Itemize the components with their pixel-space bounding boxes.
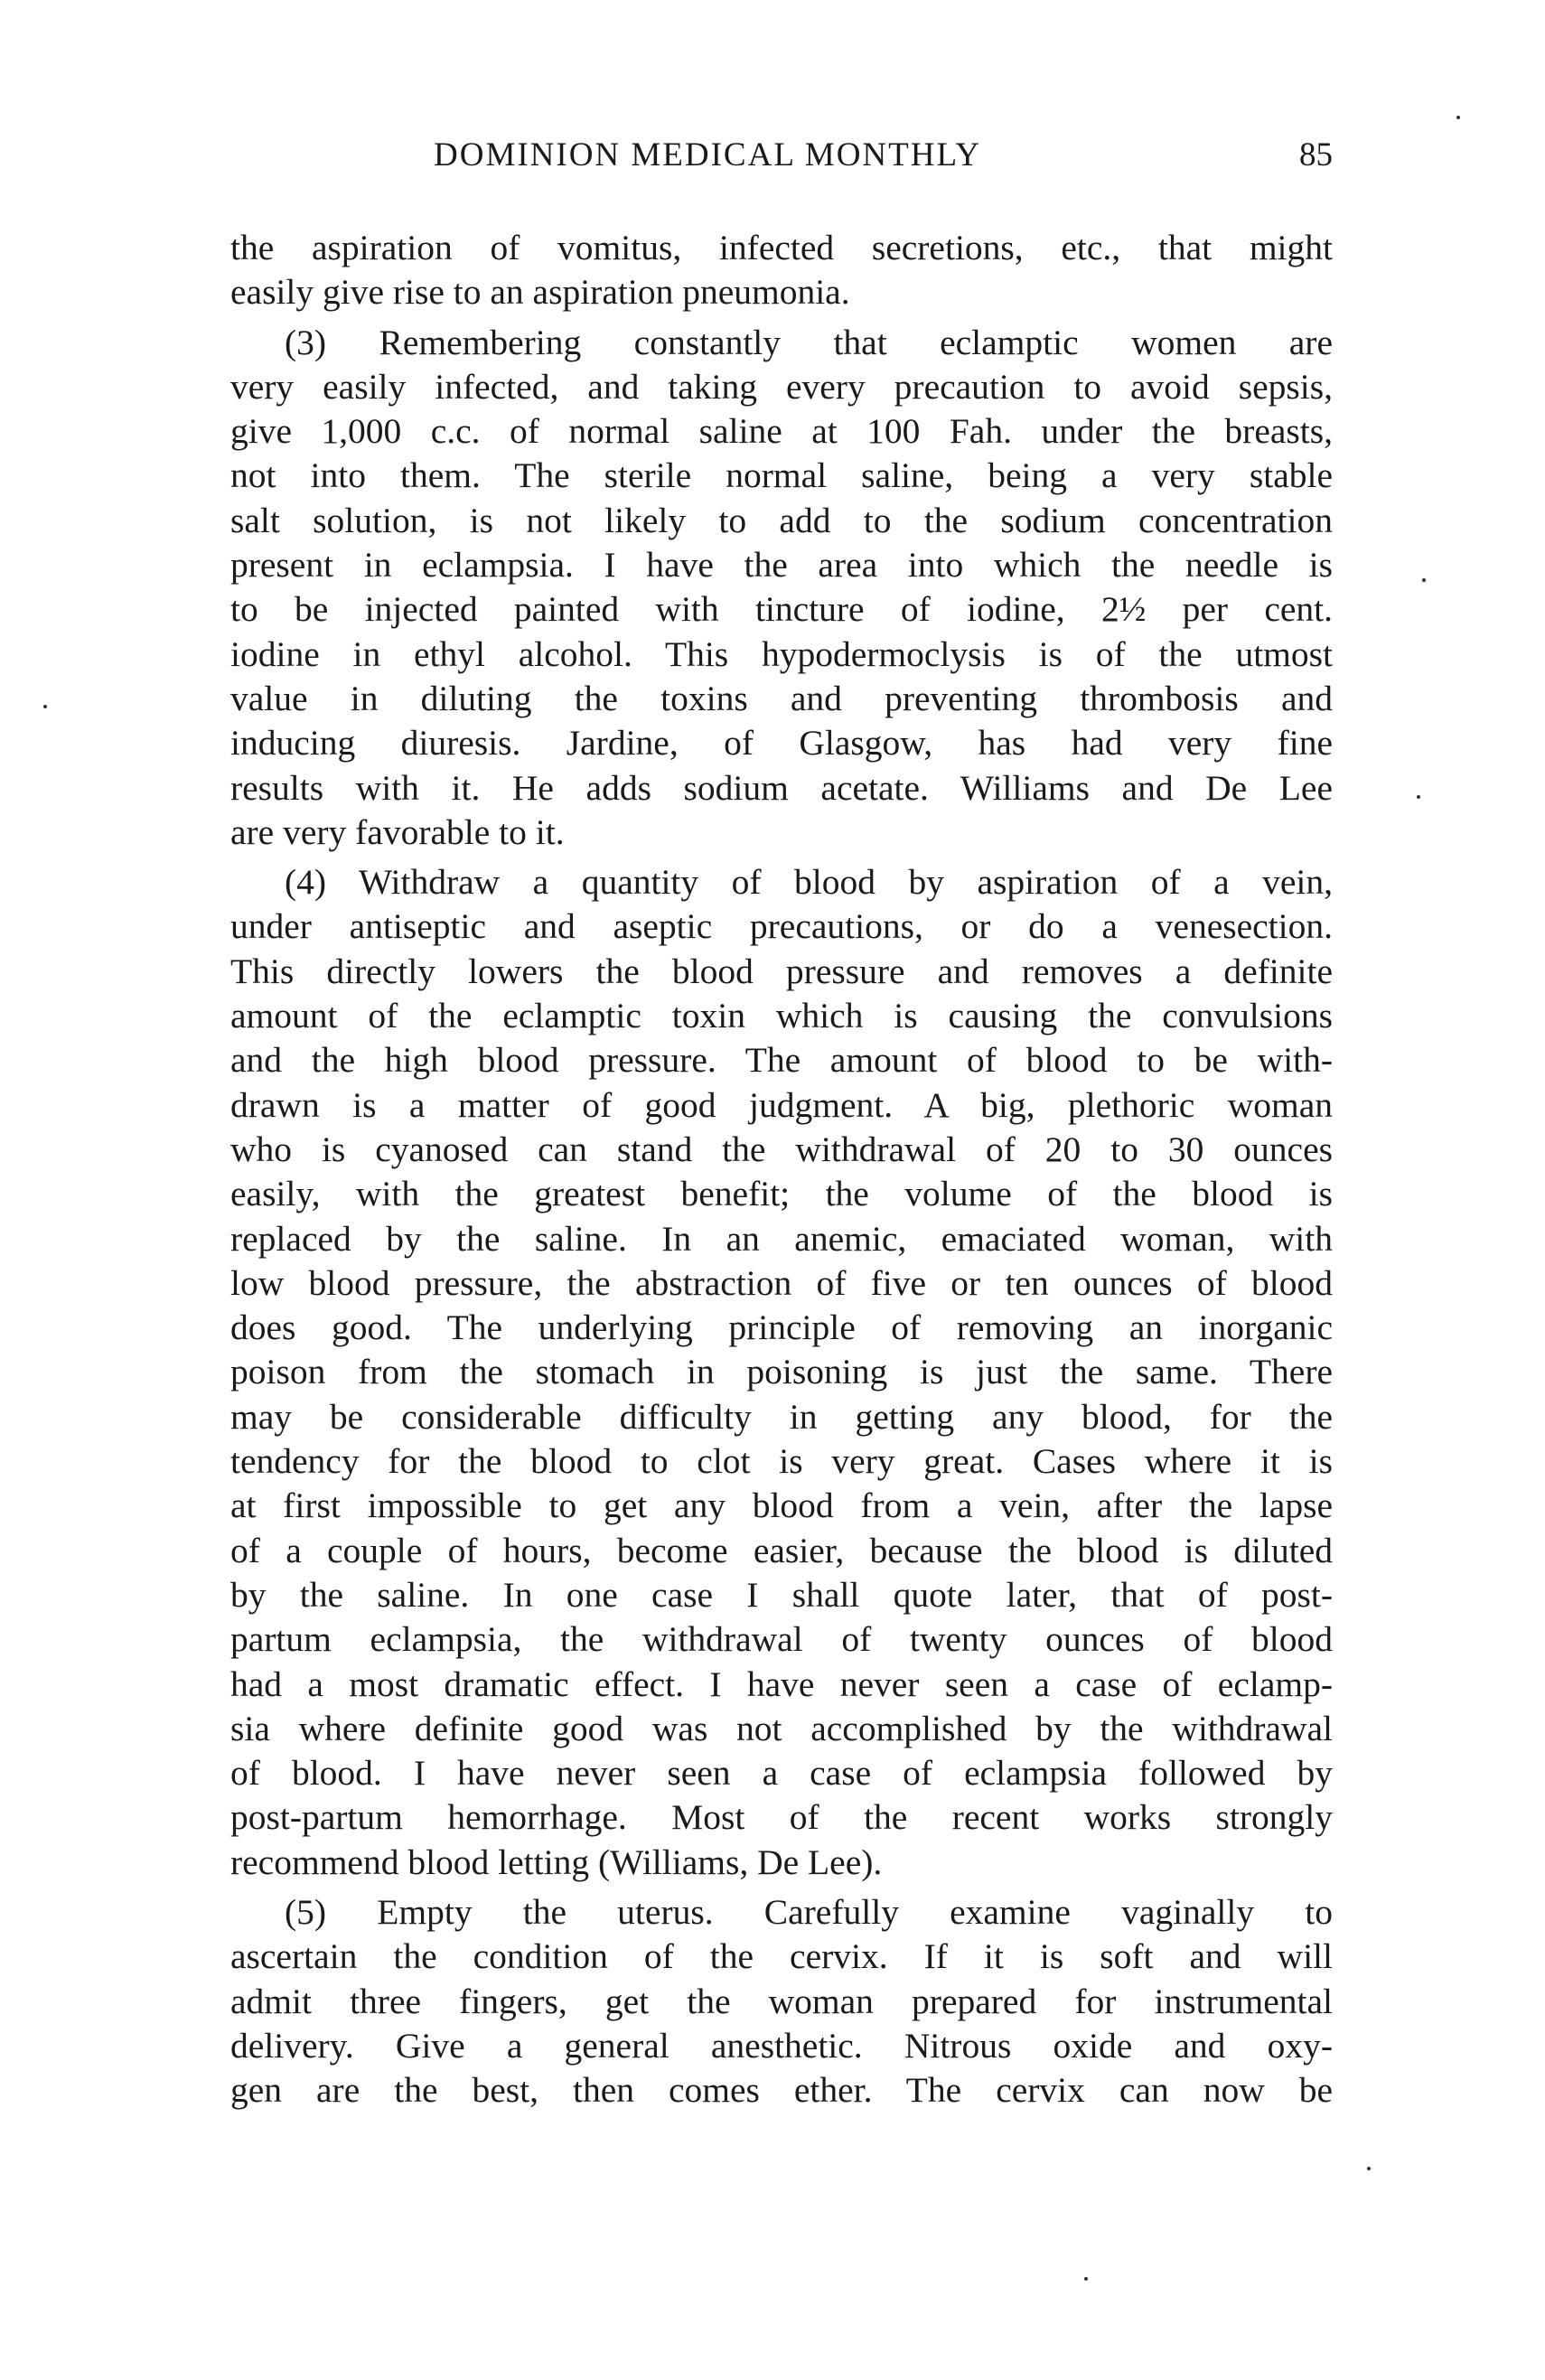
text-line: replaced by the saline. In an anemic, emaciated woman, with — [230, 1218, 1333, 1259]
scan-speck — [1456, 116, 1460, 119]
paragraph-item-3 — [230, 321, 1333, 856]
text-line: may be considerable difficulty in getting any blood, for the — [230, 1396, 1333, 1437]
text-line: present in eclampsia. I have the area into which the needle is — [230, 545, 1333, 586]
text-line: salt solution, is not likely to add to the sodium concentration — [230, 500, 1333, 540]
text-line: give 1,000 c.c. of normal saline at 100 Fah. under the breasts, — [230, 411, 1333, 452]
body-text — [230, 226, 1333, 2113]
text-line: very easily infected, and taking every precaution to avoid sepsis, — [230, 366, 1333, 407]
text-line: does good. The underlying principle of removing an inorganic — [230, 1307, 1333, 1348]
scan-speck — [1417, 795, 1420, 799]
paragraph-continuation — [230, 226, 1333, 315]
text-line: recommend blood letting (Williams, De Lee). — [230, 1841, 883, 1882]
text-line: are very favorable to it. — [230, 811, 565, 852]
text-line: This directly lowers the blood pressure and removes a definite — [230, 951, 1333, 991]
text-line: low blood pressure, the abstraction of five or ten ounces of blood — [230, 1262, 1333, 1303]
text-line: partum eclampsia, the withdrawal of twenty ounces of blood — [230, 1619, 1333, 1660]
scan-speck — [1084, 2277, 1088, 2281]
text-line: at first impossible to get any blood from a vein, after the lapse — [230, 1485, 1333, 1526]
text-line: who is cyanosed can stand the withdrawal of 20 to 30 ounces — [230, 1129, 1333, 1169]
text-line: iodine in ethyl alcohol. This hypodermoclysis is of the utmost — [230, 633, 1333, 674]
text-line: the aspiration of vomitus, infected secretions, etc., that might — [230, 228, 1333, 267]
text-line: (5) Empty the uterus. Carefully examine vaginally to — [285, 1891, 1333, 1932]
scan-speck — [1422, 578, 1426, 582]
text-line: post-partum hemorrhage. Most of the recent works strongly — [230, 1797, 1333, 1838]
text-line: (4) Withdraw a quantity of blood by aspiration of a vein, — [285, 862, 1333, 903]
text-line: of a couple of hours, become easier, because the blood is diluted — [230, 1530, 1333, 1570]
text-line: drawn is a matter of good judgment. A big, plethoric woman — [230, 1084, 1333, 1125]
text-line: easily give rise to an aspiration pneumonia. — [230, 272, 850, 313]
text-line: value in diluting the toxins and preventing thrombosis and — [230, 678, 1333, 718]
text-line: gen are the best, then comes ether. The cervix can now be — [230, 2070, 1333, 2111]
page-number: 85 — [1299, 136, 1333, 173]
text-line: easily, with the greatest benefit; the volume of the blood is — [230, 1174, 1333, 1214]
text-line: by the saline. In one case I shall quote later, that of post- — [230, 1574, 1333, 1615]
running-title: DOMINION MEDICAL MONTHLY — [434, 136, 982, 173]
page-header — [230, 136, 1333, 181]
scan-speck — [43, 705, 47, 708]
scan-speck — [1367, 2167, 1371, 2170]
text-line: amount of the eclamptic toxin which is causing the convulsions — [230, 996, 1333, 1036]
text-line: results with it. He adds sodium acetate. Williams and De Lee — [230, 767, 1333, 808]
paragraph-item-5 — [230, 1890, 1333, 2113]
text-line: and the high blood pressure. The amount of blood to be with- — [230, 1040, 1333, 1081]
text-line: ascertain the condition of the cervix. If it is soft and will — [230, 1936, 1333, 1977]
text-line: to be injected painted with tincture of iodine, 2½ per cent. — [230, 589, 1333, 630]
text-line: delivery. Give a general anesthetic. Nitrous oxide and oxy- — [230, 2025, 1333, 2066]
text-line: (3) Remembering constantly that eclamptic women are — [285, 322, 1333, 362]
text-line: inducing diuresis. Jardine, of Glasgow, has had very fine — [230, 723, 1333, 764]
text-line: had a most dramatic effect. I have never seen a case of eclamp- — [230, 1663, 1333, 1704]
text-line: sia where definite good was not accomplished by the withdrawal — [230, 1708, 1333, 1748]
text-line: under antiseptic and aseptic precautions, or do a venesection. — [230, 906, 1333, 947]
text-line: poison from the stomach in poisoning is just the same. There — [230, 1352, 1333, 1392]
text-line: tendency for the blood to clot is very great. Cases where it is — [230, 1441, 1333, 1482]
text-line: not into them. The sterile normal saline, being a very stable — [230, 455, 1333, 496]
text-line: of blood. I have never seen a case of eclampsia followed by — [230, 1753, 1333, 1794]
paragraph-item-4 — [230, 860, 1333, 1885]
text-line: admit three fingers, get the woman prepared for instrumental — [230, 1981, 1333, 2021]
